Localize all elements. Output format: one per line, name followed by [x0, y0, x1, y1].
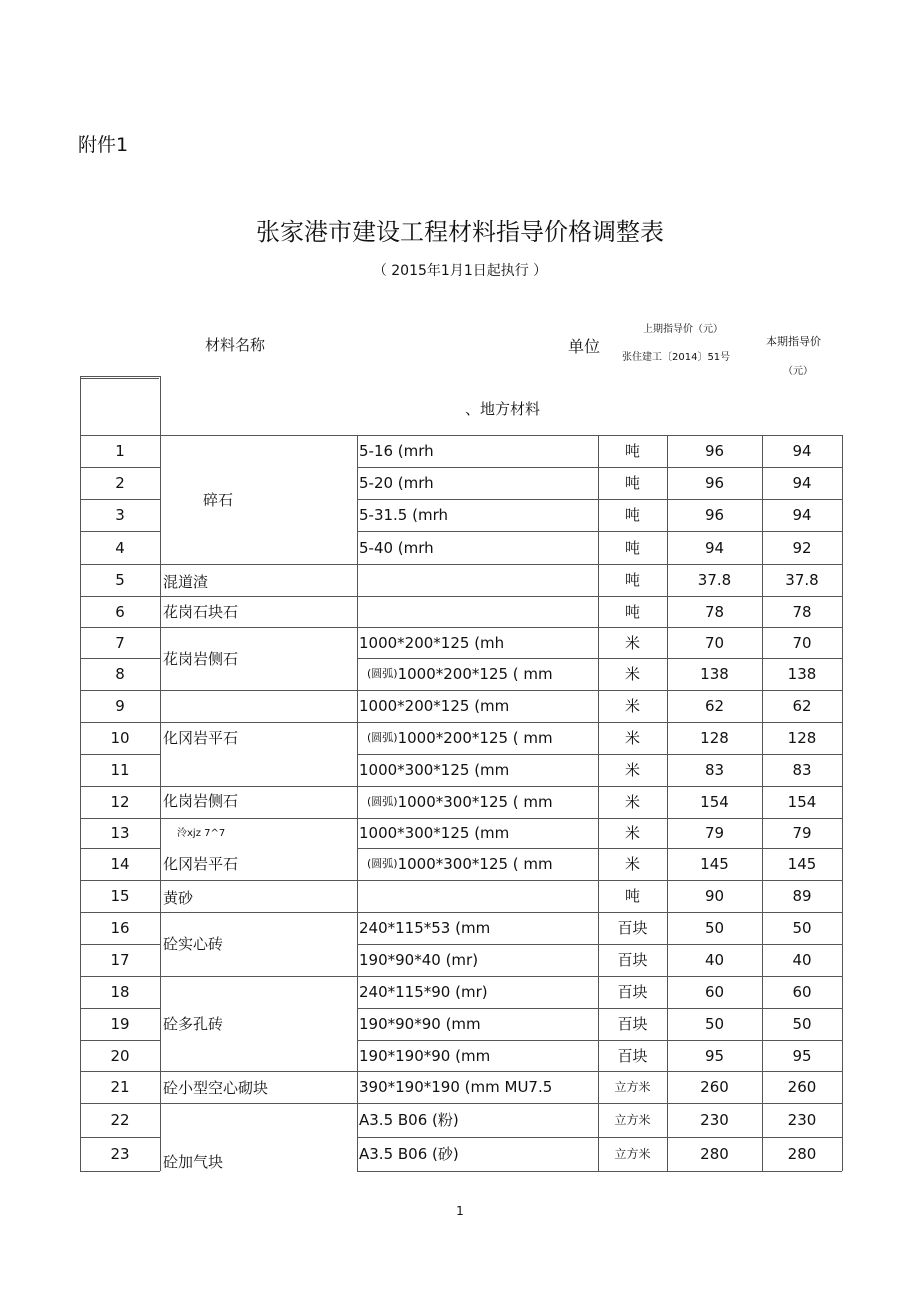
material-name: 化岗岩侧石	[163, 792, 239, 810]
row-unit: 百块	[617, 983, 648, 1001]
row-spec: 240*115*53 (mm	[359, 919, 491, 937]
spec-text: 1000*300*125 ( mm	[397, 793, 553, 811]
row-prev-price: 60	[704, 983, 725, 1001]
row-rule	[357, 754, 842, 755]
row-rule-name	[160, 1103, 357, 1104]
row-number: 15	[110, 887, 130, 905]
row-prev-price: 280	[700, 1145, 729, 1163]
row-current-price: 79	[792, 824, 812, 842]
row-unit: 吨	[624, 506, 640, 524]
row-unit: 吨	[624, 602, 640, 621]
row-number: 16	[110, 919, 130, 937]
header-material-name: 材料名称	[205, 336, 266, 354]
row-unit: 立方米	[614, 1080, 651, 1094]
row-spec: 240*115*90 (mr)	[359, 983, 488, 1001]
row-rule-no	[80, 944, 160, 945]
row-current-price: 62	[792, 697, 812, 715]
page-number: 1	[456, 1204, 464, 1218]
row-spec: 5-31.5 (mrh	[359, 506, 448, 524]
row-unit: 米	[624, 824, 640, 842]
row-number: 4	[115, 538, 125, 557]
row-prev-price: 94	[704, 538, 725, 557]
row-rule	[357, 1137, 842, 1138]
row-prev-price: 96	[704, 506, 725, 524]
row-rule	[357, 499, 842, 500]
row-number: 7	[115, 633, 125, 652]
row-rule-no	[80, 531, 160, 532]
col-rule-cur	[762, 435, 763, 1171]
row-prev-price: 260	[700, 1078, 729, 1096]
spec-text: 1000*300*125 ( mm	[397, 855, 553, 873]
row-prev-price: 96	[704, 442, 725, 460]
row-prev-price: 96	[704, 474, 725, 492]
row-rule-no	[80, 912, 160, 913]
row-rule-no	[80, 467, 160, 468]
effective-date: （ 2015年1月1日起执行 ）	[372, 263, 548, 279]
row-spec	[359, 564, 596, 596]
material-name: 化冈岩平石	[163, 729, 239, 747]
row-current-price: 60	[792, 983, 812, 1001]
row-rule	[357, 531, 842, 532]
row-unit: 百块	[617, 1046, 648, 1065]
row-rule	[357, 467, 842, 468]
section-box-top	[80, 376, 160, 377]
spec-arc-prefix: (圆弧)	[367, 795, 398, 808]
row-spec: A3.5 B06 (粉)	[359, 1111, 459, 1129]
row-spec: A3.5 B06 (砂)	[359, 1145, 459, 1163]
row-rule-name	[160, 564, 357, 565]
header-current-price-unit: （元）	[783, 366, 813, 377]
row-number: 14	[110, 855, 130, 873]
row-unit: 吨	[624, 474, 640, 492]
header-current-price: 本期指导价	[766, 335, 821, 348]
row-current-price: 280	[787, 1145, 817, 1163]
row-number: 18	[110, 983, 130, 1001]
table-bottom	[357, 1171, 842, 1172]
row-number: 8	[115, 665, 125, 683]
row-unit: 吨	[624, 571, 640, 589]
row-prev-price: 95	[704, 1046, 725, 1065]
row-current-price: 145	[787, 855, 817, 873]
row-number: 19	[110, 1015, 130, 1033]
row-rule-no	[80, 1008, 160, 1009]
row-prev-price: 62	[704, 697, 725, 715]
row-rule-no	[80, 499, 160, 500]
row-rule-name	[160, 786, 357, 787]
row-rule-no	[80, 976, 160, 977]
spec-arc-prefix: (圆弧)	[367, 667, 398, 680]
row-prev-price: 70	[704, 633, 725, 652]
material-name: 黄砂	[163, 889, 194, 907]
col-rule-spec	[357, 435, 358, 1171]
material-name: 砼多孔砖	[163, 1015, 224, 1033]
row-unit: 立方米	[614, 1113, 651, 1127]
row-spec: 390*190*190 (mm MU7.5	[359, 1078, 553, 1096]
material-name: 花岗岩侧石	[163, 650, 239, 668]
row-current-price: 230	[787, 1111, 817, 1129]
row-unit: 百块	[617, 919, 648, 937]
row-unit: 吨	[624, 442, 640, 460]
row-current-price: 50	[792, 1015, 812, 1033]
row-prev-price: 138	[700, 665, 729, 683]
row-prev-price: 145	[700, 855, 729, 873]
material-name: 花岗石块石	[163, 603, 239, 621]
row-number: 1	[115, 442, 125, 460]
row-rule-no	[80, 690, 160, 691]
table-top	[80, 435, 842, 436]
row-spec: 5-16 (mrh	[359, 442, 434, 460]
row-rule-no	[80, 818, 160, 819]
row-current-price: 83	[792, 761, 812, 779]
header-prev-price: 上期指导价（元）	[643, 324, 723, 335]
row-unit: 百块	[617, 951, 648, 969]
attachment-label: 附件1	[78, 134, 129, 156]
row-rule-name	[160, 596, 357, 597]
row-unit: 立方米	[614, 1147, 651, 1161]
row-current-price: 89	[792, 887, 812, 905]
row-rule-name	[160, 627, 357, 628]
header-unit: 单位	[568, 337, 601, 356]
material-name: 泠xjz 7^7	[177, 828, 226, 839]
row-rule-no	[80, 848, 160, 849]
row-number: 12	[110, 793, 130, 811]
row-prev-price: 50	[704, 1015, 725, 1033]
table-right	[842, 435, 843, 1171]
row-current-price: 78	[792, 602, 812, 621]
section-box-left	[80, 376, 81, 435]
row-rule-name	[160, 1071, 357, 1072]
row-number: 9	[115, 697, 125, 715]
row-rule	[357, 976, 842, 977]
row-spec: 1000*300*125 (mm	[359, 761, 510, 779]
row-current-price: 94	[792, 442, 812, 460]
row-unit: 吨	[624, 887, 640, 905]
section-box-right	[160, 376, 161, 435]
document-title: 张家港市建设工程材料指导价格调整表	[256, 218, 664, 246]
header-prev-price-doc: 张住建工〔2014〕51号	[622, 352, 731, 363]
row-number: 5	[115, 571, 125, 589]
row-rule-name	[160, 818, 357, 819]
row-rule-no	[80, 1040, 160, 1041]
row-rule-no	[80, 786, 160, 787]
row-prev-price: 78	[704, 602, 725, 621]
row-number: 10	[110, 729, 130, 747]
row-spec: 1000*200*125 (mm	[359, 697, 510, 715]
row-prev-price: 79	[704, 824, 725, 842]
row-current-price: 260	[787, 1078, 817, 1096]
row-unit: 米	[624, 665, 640, 683]
row-rule	[357, 1071, 842, 1072]
row-number: 3	[115, 506, 125, 524]
row-rule-name	[160, 976, 357, 977]
row-rule-no	[80, 658, 160, 659]
row-current-price: 94	[792, 474, 812, 492]
row-number: 21	[110, 1078, 130, 1096]
row-rule-name	[160, 912, 357, 913]
table-left	[80, 435, 81, 1171]
row-number: 2	[115, 474, 125, 492]
row-unit: 米	[624, 729, 640, 747]
row-spec	[359, 848, 596, 880]
row-spec: 190*90*40 (mr)	[359, 951, 479, 969]
spec-arc-prefix: (圆弧)	[367, 857, 398, 870]
row-rule-name	[160, 690, 357, 691]
row-unit: 米	[624, 633, 640, 652]
row-unit: 吨	[624, 538, 640, 557]
material-name: 碎石	[203, 491, 234, 509]
row-current-price: 50	[792, 919, 812, 937]
row-rule	[357, 1103, 842, 1104]
row-rule-no	[80, 1103, 160, 1104]
row-spec	[359, 880, 596, 912]
row-spec: 190*90*90 (mm	[359, 1015, 481, 1033]
row-rule	[357, 722, 842, 723]
row-number: 22	[110, 1111, 130, 1129]
row-spec	[359, 596, 596, 627]
row-rule-no	[80, 1071, 160, 1072]
spec-text: 1000*200*125 ( mm	[397, 729, 553, 747]
row-prev-price: 90	[704, 887, 725, 905]
row-rule-name	[160, 722, 357, 723]
row-prev-price: 128	[700, 729, 729, 747]
row-prev-price: 83	[704, 761, 725, 779]
row-rule	[357, 880, 842, 881]
row-prev-price: 50	[704, 919, 725, 937]
row-rule-no	[80, 754, 160, 755]
row-current-price: 70	[792, 633, 812, 652]
row-spec: 1000*300*125 (mm	[359, 824, 510, 842]
row-prev-price: 230	[700, 1111, 729, 1129]
row-spec	[359, 722, 596, 754]
row-current-price: 37.8	[785, 571, 819, 589]
row-rule-no	[80, 722, 160, 723]
row-rule-name	[160, 880, 357, 881]
row-rule	[357, 786, 842, 787]
row-spec: 190*190*90 (mm	[359, 1046, 491, 1065]
row-prev-price: 154	[700, 793, 729, 811]
spec-text: 1000*200*125 ( mm	[397, 665, 553, 683]
row-spec: 1000*200*125 (mh	[359, 633, 505, 652]
row-rule-no	[80, 1137, 160, 1138]
row-spec	[359, 658, 596, 690]
row-unit: 米	[624, 793, 640, 811]
row-current-price: 95	[792, 1046, 812, 1065]
row-unit: 百块	[617, 1015, 648, 1033]
col-rule-name	[160, 435, 161, 1171]
row-number: 11	[110, 761, 130, 779]
table-bottom-no	[80, 1171, 160, 1172]
row-rule	[357, 658, 842, 659]
material-name: 化冈岩平石	[163, 855, 239, 873]
row-current-price: 128	[787, 729, 817, 747]
row-unit: 米	[624, 761, 640, 779]
row-unit: 米	[624, 855, 640, 873]
row-rule	[357, 818, 842, 819]
section-box-inner	[81, 378, 159, 379]
section-title: 、地方材料	[465, 400, 541, 418]
row-current-price: 92	[792, 538, 812, 557]
row-rule	[357, 627, 842, 628]
row-rule-no	[80, 596, 160, 597]
row-number: 23	[110, 1145, 130, 1163]
row-rule-no	[80, 564, 160, 565]
material-name: 混道渣	[163, 573, 209, 591]
spec-arc-prefix: (圆弧)	[367, 731, 398, 744]
row-number: 13	[110, 824, 130, 842]
row-unit: 米	[624, 697, 640, 715]
col-rule-prev	[667, 435, 668, 1171]
row-current-price: 94	[792, 506, 812, 524]
row-spec	[359, 786, 596, 818]
row-number: 6	[115, 602, 125, 621]
row-prev-price: 40	[704, 951, 725, 969]
row-spec: 5-40 (mrh	[359, 538, 434, 557]
row-rule-no	[80, 880, 160, 881]
row-rule	[357, 912, 842, 913]
row-rule	[357, 596, 842, 597]
row-rule	[357, 848, 842, 849]
row-current-price: 154	[787, 793, 817, 811]
row-rule	[357, 1008, 842, 1009]
row-rule	[357, 564, 842, 565]
row-rule	[357, 1040, 842, 1041]
row-rule	[357, 944, 842, 945]
material-name: 砼小型空心砌块	[163, 1079, 269, 1097]
row-prev-price: 37.8	[697, 571, 732, 589]
row-number: 20	[110, 1046, 130, 1065]
row-number: 17	[110, 951, 130, 969]
row-spec: 5-20 (mrh	[359, 474, 434, 492]
material-name: 砼加气块	[163, 1153, 224, 1171]
row-current-price: 40	[792, 951, 812, 969]
row-current-price: 138	[787, 665, 817, 683]
material-name: 砼实心砖	[163, 935, 224, 953]
row-rule-no	[80, 627, 160, 628]
col-rule-unit	[598, 435, 599, 1171]
row-rule	[357, 690, 842, 691]
